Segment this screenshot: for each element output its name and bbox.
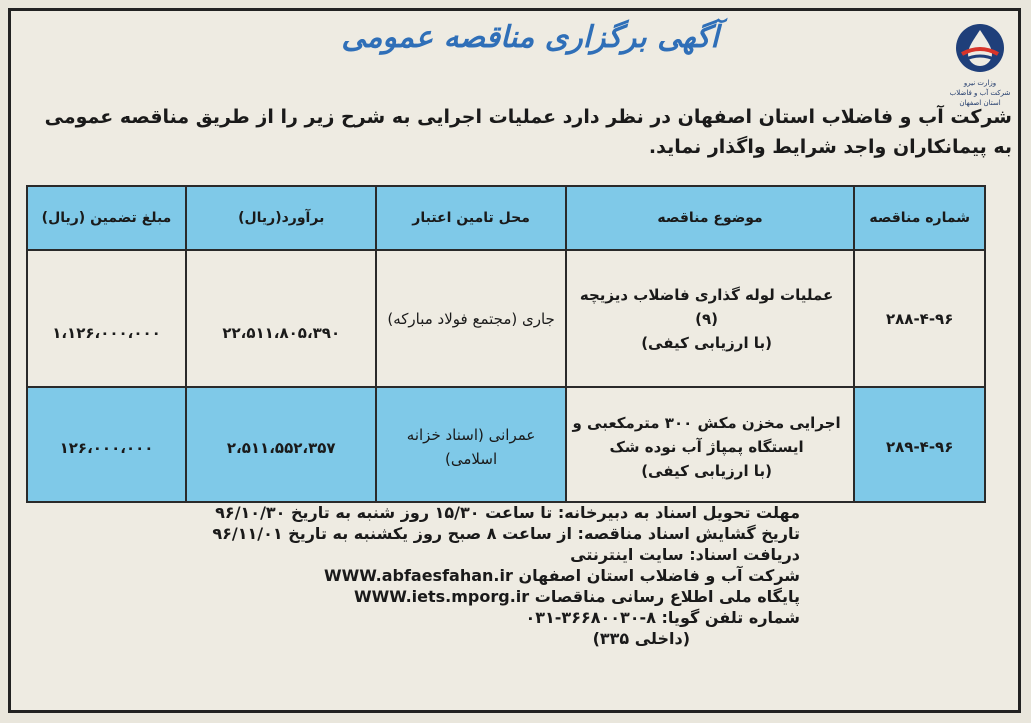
tender-subject — [566, 387, 855, 502]
water-drop-logo-icon — [954, 22, 1006, 74]
tender-table — [26, 185, 986, 503]
subject-line: (با ارزیابی کیفی) — [641, 462, 772, 480]
deposit-value: ۱،۱۲۶،۰۰۰،۰۰۰ — [27, 250, 186, 387]
submission-deadline: مهلت تحویل اسناد به دبیرخانه: تا ساعت ۱۵/۳۰ روز شنبه به تاریخ ۹۶/۱۰/۳۰ — [215, 503, 800, 522]
tender-number: ۲۸۹-۴-۹۶ — [854, 387, 985, 502]
subject-line: عملیات لوله گذاری فاضلاب دیزیچه (۹) — [579, 285, 834, 328]
header-deposit: مبلغ تضمین (ریال) — [27, 186, 186, 250]
footer-info — [200, 502, 800, 649]
tender-subject — [566, 250, 855, 387]
deposit-value: ۱۲۶،۰۰۰،۰۰۰ — [27, 387, 186, 502]
subject-line: (با ارزیابی کیفی) — [641, 333, 772, 352]
table-row — [27, 250, 985, 387]
table-row — [27, 387, 985, 502]
portal-website-link[interactable]: WWW.iets.mporg.ir — [353, 587, 530, 606]
logo-text-company: شرکت آب و فاضلاب استان اصفهان — [949, 89, 1011, 107]
subject-line: ایستگاه پمپاژ آب نوده شک — [609, 438, 804, 456]
intro-paragraph: شرکت آب و فاضلاب استان اصفهان در نظر دارد عملیات اجرایی به شرح زیر را از طریق مناقصه عمومی به پیمانکاران واجد شرایط واگذار نماید. — [44, 106, 1012, 158]
tender-number: ۲۸۸-۴-۹۶ — [854, 250, 985, 387]
header-tender-number: شماره مناقصه — [854, 186, 985, 250]
header-estimate: برآورد(ریال) — [186, 186, 376, 250]
subject-line: اجرایی مخزن مکش ۳۰۰ مترمکعبی و — [572, 414, 841, 432]
company-line — [200, 565, 800, 586]
funding-source: جاری (مجتمع فولاد مبارکه) — [376, 250, 565, 387]
portal-name: پایگاه ملی اطلاع رسانی مناقصات — [534, 587, 800, 606]
funding-source: عمرانی (اسناد خزانه اسلامی) — [376, 387, 565, 502]
estimate-value: ۲۲،۵۱۱،۸۰۵،۳۹۰ — [186, 250, 376, 387]
table-header-row — [27, 186, 985, 250]
logo-text-ministry: وزارت نیرو — [963, 79, 997, 87]
company-name: شرکت آب و فاضلاب استان اصفهان — [518, 566, 800, 585]
phone-extension: (داخلی ۳۳۵) — [592, 629, 690, 648]
document-receipt: دریافت اسناد: سایت اینترنتی — [570, 545, 800, 564]
header-funding-source: محل تامین اعتبار — [376, 186, 565, 250]
page-title: آگهی برگزاری مناقصه عمومی — [341, 20, 719, 55]
header-subject: موضوع مناقصه — [566, 186, 855, 250]
company-website-link[interactable]: WWW.abfaesfahan.ir — [323, 566, 513, 585]
portal-line — [200, 586, 800, 607]
estimate-value: ۲،۵۱۱،۵۵۲،۳۵۷ — [186, 387, 376, 502]
phone-number: شماره تلفن گویا: ۸-۳۶۶۸۰۰۳۰-۰۳۱ — [525, 608, 800, 627]
company-logo — [944, 22, 1016, 108]
opening-date: تاریخ گشایش اسناد مناقصه: از ساعت ۸ صبح روز یکشنبه به تاریخ ۹۶/۱۱/۰۱ — [212, 524, 800, 543]
